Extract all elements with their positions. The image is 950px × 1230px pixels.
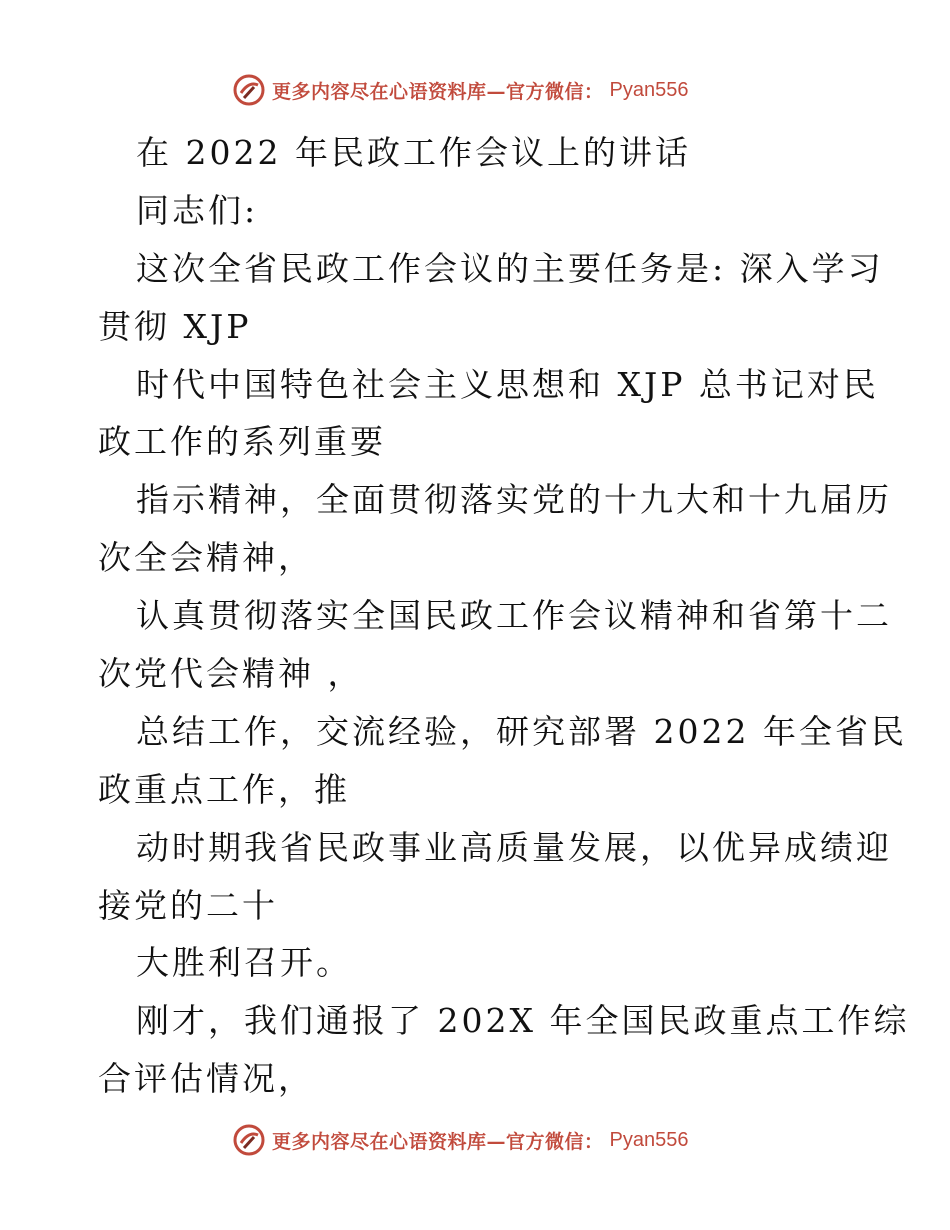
watermark-wechat-id: Pyan556 — [609, 78, 689, 101]
text-line: 次全会精神， — [98, 538, 314, 578]
text-line: 在 2022 年民政工作会议上的讲话 — [136, 133, 691, 172]
text-line: 认真贯彻落实全国民政工作会议精神和省第十二 — [136, 596, 892, 636]
text-line: 贯彻 XJP — [98, 306, 252, 346]
text-line: 指示精神，全面贯彻落实党的十九大和十九届历 — [136, 480, 892, 520]
text-line: 动时期我省民政事业高质量发展，以优异成绩迎 — [136, 827, 892, 867]
speech-body — [98, 124, 910, 1108]
brand-logo-icon — [232, 73, 266, 107]
text-line: 政重点工作，推 — [98, 769, 350, 809]
watermark-text: 更多内容尽在心语资料库—官方微信： — [272, 80, 604, 103]
watermark-wechat-id: Pyan556 — [609, 1128, 689, 1151]
text-line: 这次全省民政工作会议的主要任务是: 深入学习 — [136, 248, 884, 288]
text-line: 合评估情况， — [98, 1059, 314, 1099]
text-line: 大胜利召开。 — [136, 943, 352, 983]
footer-watermark — [232, 1122, 688, 1158]
text-line: 时代中国特色社会主义思想和 XJP 总书记对民 — [136, 364, 879, 404]
text-line: 同志们: — [136, 190, 259, 230]
text-line: 总结工作，交流经验，研究部署 2022 年全省民 — [136, 711, 907, 751]
text-line: 次党代会精神 ， — [98, 654, 364, 694]
watermark-text: 更多内容尽在心语资料库—官方微信： — [272, 1130, 604, 1153]
text-line: 政工作的系列重要 — [98, 422, 386, 462]
brand-logo-icon — [232, 1123, 266, 1157]
header-watermark — [232, 72, 688, 108]
text-line: 刚才，我们通报了 202X 年全国民政重点工作综 — [136, 1001, 910, 1041]
text-line: 接党的二十 — [98, 885, 278, 925]
